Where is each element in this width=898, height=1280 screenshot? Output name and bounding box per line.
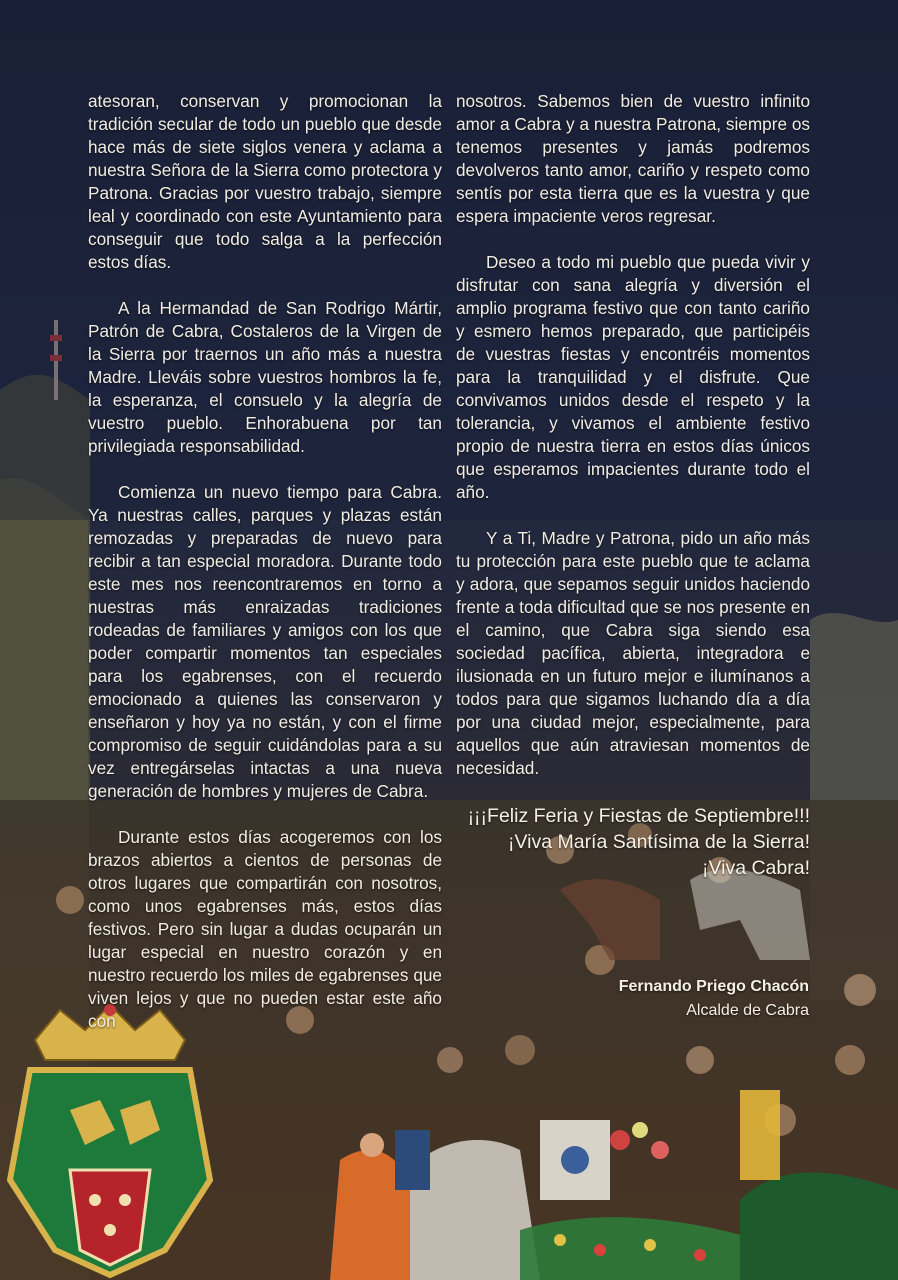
paragraph: Deseo a todo mi pueblo que pueda vivir y disfrutar con sana alegría y diversión el amplio programa festivo que con tanto cariño y esmero hemos preparado, que participéis de vuestras fiestas y encontréis momentos para la tranquilidad y el disfrute. Que convivamos unidos desde el respeto y la tolerancia, y vivamos el ambiente festivo propio de nuestra tierra en estos días únicos que esperamos impacientes durante todo el año. bbox=[456, 252, 810, 502]
closing-line: ¡Viva María Santísima de la Sierra! bbox=[507, 831, 810, 853]
signature-block bbox=[619, 975, 809, 1023]
right-text-column bbox=[456, 90, 810, 881]
closing-line: ¡Viva Cabra! bbox=[701, 857, 810, 879]
paragraph: Y a Ti, Madre y Patrona, pido un año más tu protección para este pueblo que te aclama y adora, que sepamos seguir unidos haciendo frente a toda dificultad que se nos presente en el camino, que Cabra siga siendo esa sociedad pacífica, abierta, integradora e ilusionada en un futuro mejor e ilumínanos a todos para que sigamos luchando día a día por una ciudad mejor, especialmente, para aquellos que aún atraviesan momentos de necesidad. bbox=[456, 528, 810, 778]
signatory-name: Fernando Priego Chacón bbox=[618, 978, 809, 995]
tower-ornament bbox=[740, 1090, 780, 1180]
left-text-column bbox=[88, 90, 442, 1056]
signatory-title: Alcalde de Cabra bbox=[686, 1002, 809, 1019]
paragraph: Comienza un nuevo tiempo para Cabra. Ya nuestras calles, parques y plazas están remozadas y preparadas de nuevo para recibir a tan especial moradora. Durante todo este mes nos reencontraremos en torno a nuestras más enraizadas tradiciones rodeadas de familiares y amigos con los que poder compartir momentos tan especiales para los egabrenses, con el recuerdo emocionado a quienes las conservaron y enseñaron y hoy ya no están, y con el firme compromiso de seguir cuidándolas para a su vez entregárselas intactas a una nueva generación de hombres y mujeres de Cabra. bbox=[88, 482, 442, 801]
closing-salutation bbox=[456, 803, 810, 881]
paragraph: atesoran, conservan y promocionan la tradición secular de todo un pueblo que desde hace más de siete siglos venera y aclama a nuestra Señora de la Sierra como protectora y Patrona. Gracias por vuestro trabajo, siempre leal y coordinado con este Ayuntamiento para conseguir que todo salga a la perfección estos días. bbox=[88, 91, 442, 272]
palm-plants bbox=[740, 1173, 898, 1280]
closing-line: ¡¡¡Feliz Feria y Fiestas de Septiembre!!! bbox=[467, 805, 810, 827]
paragraph: Durante estos días acogeremos con los brazos abiertos a cientos de personas de otros lugares que compartirán con nosotros, como unos egabrenses más, estos días festivos. Pero sin lugar a dudas ocuparán un lugar especial en nuestro corazón y en nuestro recuerdo los miles de egabrenses que viven lejos y que no pueden estar este año con bbox=[88, 827, 442, 1031]
paragraph: nosotros. Sabemos bien de vuestro infinito amor a Cabra y a nuestra Patrona, siempre os tenemos presentes y jamás podremos devolveros tanto amor, cariño y respeto como sentís por esta tierra que es la vuestra y que espera impaciente veros regresar. bbox=[456, 91, 810, 226]
paragraph: A la Hermandad de San Rodrigo Mártir, Patrón de Cabra, Costaleros de la Virgen de la Sierra por traernos un año más a nuestra Madre. Lleváis sobre vuestros hombros la fe, la esperanza, el consuelo y la alegría de vuestro pueblo. Enhorabuena por tan privilegiada responsabilidad. bbox=[88, 298, 442, 456]
